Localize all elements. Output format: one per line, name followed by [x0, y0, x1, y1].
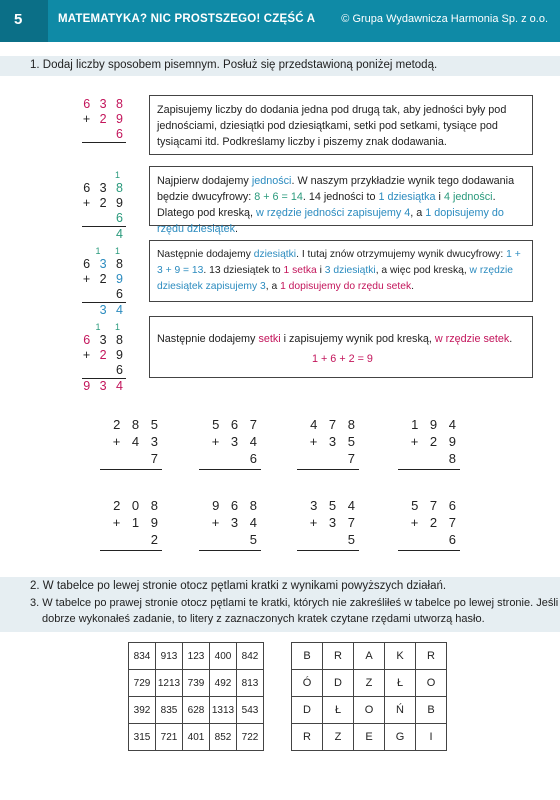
number-cell[interactable]: 739: [183, 670, 210, 697]
letters-row: [292, 670, 447, 697]
b2-equation: 8 + 6 = 14: [254, 191, 303, 203]
b3-highlight: 1 setka: [283, 265, 317, 276]
letter-cell[interactable]: D: [323, 670, 354, 697]
number-cell[interactable]: 315: [129, 724, 156, 751]
number-cell[interactable]: 813: [237, 670, 264, 697]
step3-addition: [82, 246, 126, 318]
b2-text: i: [435, 191, 444, 203]
letter-cell[interactable]: R: [323, 643, 354, 670]
b2-highlight-jednosci: jedności: [251, 175, 292, 187]
exercise-2-a: 5 6 7: [212, 417, 261, 432]
exercise-5-b: + 1 9 2: [112, 515, 162, 547]
exercise-3-line: [297, 469, 359, 470]
number-cell[interactable]: 401: [183, 724, 210, 751]
b3-text: Następnie dodajemy: [157, 249, 254, 260]
numbers-row: [129, 724, 264, 751]
exercise-2: [199, 416, 261, 470]
number-cell[interactable]: 835: [156, 697, 183, 724]
b4-highlight-setki: setki: [258, 333, 281, 345]
exercise-7: [297, 497, 359, 551]
exercise-1-a: 2 8 5: [113, 417, 162, 432]
exercise-2-line: [199, 469, 261, 470]
letter-cell[interactable]: Ó: [292, 670, 323, 697]
exercise-8-a: 5 7 6: [411, 498, 460, 513]
exercise-6: [199, 497, 261, 551]
b2-text: . 14 jedności to: [302, 191, 379, 203]
number-cell[interactable]: 913: [156, 643, 183, 670]
number-cell[interactable]: 400: [210, 643, 237, 670]
step4-number-a-row: 6 3 8: [83, 333, 126, 347]
page-header: [0, 0, 560, 42]
exercise-4-line: [398, 469, 460, 470]
exercise-7-b: + 3 7 5: [309, 515, 359, 547]
exercise-1: [100, 416, 162, 470]
exercise-8: [398, 497, 460, 551]
exercise-7-line: [297, 550, 359, 551]
exercise-5-a: 2 0 8: [113, 498, 162, 513]
number-cell[interactable]: 729: [129, 670, 156, 697]
exercise-2-b: + 3 4 6: [211, 434, 261, 466]
number-cell[interactable]: 722: [237, 724, 264, 751]
letter-cell[interactable]: K: [385, 643, 416, 670]
explanation-box-2: [149, 166, 533, 235]
step2-result: 4: [82, 226, 126, 242]
step1-sum-line: [82, 142, 126, 144]
letter-cell[interactable]: A: [354, 643, 385, 670]
task3-instruction-line1: 3. W tabelce po prawej stronie otocz pętlami te kratki, których nie zakreśliłeś w tabelce po lewej stronie. Jeśli: [30, 597, 559, 609]
b3-highlight: 1 dopisujemy do rzędu setek: [280, 281, 412, 292]
task1-band: [0, 56, 560, 76]
letter-cell[interactable]: I: [416, 724, 447, 751]
explanation-box-4: [149, 316, 533, 378]
b4-text: i zapisujemy wynik pod kreską,: [280, 333, 435, 345]
step3-number-b-row: + 2 9 6: [82, 272, 126, 301]
exercise-6-a: 9 6 8: [212, 498, 261, 513]
b4-highlight: w rzędzie setek: [434, 333, 510, 345]
step1-plus: +: [82, 112, 94, 126]
b3-text: . I tutaj znów otrzymujemy wynik dwucyfrowy:: [296, 249, 507, 260]
b3-equation: 1 + 3 + 9 = 13: [157, 249, 521, 276]
b3-text: i: [316, 265, 325, 276]
letter-cell[interactable]: R: [416, 643, 447, 670]
b3-highlight: w rzędzie dziesiątek zapisujemy 3: [157, 265, 514, 292]
exercise-8-b: + 2 7 6: [410, 515, 460, 547]
letter-cell[interactable]: Z: [323, 724, 354, 751]
exercise-1-b: + 4 3 7: [112, 434, 162, 466]
explanation-box-1: [149, 95, 533, 155]
page-number: 5: [14, 11, 23, 28]
numbers-table: [128, 642, 264, 751]
step4-carry: 1 1: [95, 322, 126, 332]
exercise-4-b: + 2 9 8: [410, 434, 460, 466]
letters-row: [292, 643, 447, 670]
exercise-4: [398, 416, 460, 470]
b2-highlight: 1 dopisujemy do rzędu dziesiątek: [157, 207, 504, 235]
b4-text: Następnie dodajemy: [157, 333, 259, 345]
letter-cell[interactable]: O: [416, 670, 447, 697]
b2-highlight: 4 jedności: [443, 191, 493, 203]
letters-row: [292, 697, 447, 724]
step2-addition: [82, 170, 126, 242]
step1-number-b-row: [82, 112, 126, 142]
exercise-6-b: + 3 4 5: [211, 515, 261, 547]
copyright: © Grupa Wydawnicza Harmonia Sp. z o.o.: [341, 13, 548, 25]
step4-result: 9 3 4: [83, 379, 126, 393]
b2-highlight: 1 dziesiątka: [378, 191, 436, 203]
number-cell[interactable]: 834: [129, 643, 156, 670]
letter-cell[interactable]: Ł: [323, 697, 354, 724]
exercise-7-a: 3 5 4: [310, 498, 359, 513]
task2-instruction: 2. W tabelce po lewej stronie otocz pętlami kratki z wynikami powyższych działań.: [30, 580, 447, 592]
step3-carry: 1 1: [95, 246, 126, 256]
step4-addition: [82, 322, 126, 394]
b3-text: .: [411, 281, 415, 292]
exercise-1-line: [100, 469, 162, 470]
b4-line1: [157, 331, 525, 347]
b2-text: , a: [410, 207, 426, 219]
b2-text: . W naszym przykładzie wynik tego dodawania będzie dwucyfrowy:: [157, 175, 515, 203]
book-title: MATEMATYKA? NIC PROSTSZEGO! CZĘŚĆ A: [58, 13, 316, 25]
exercise-3: [297, 416, 359, 470]
b3-highlight-dziesiatki: dziesiątki: [253, 249, 297, 260]
number-cell[interactable]: 123: [183, 643, 210, 670]
numbers-row: [129, 697, 264, 724]
number-cell[interactable]: 628: [183, 697, 210, 724]
letter-cell[interactable]: B: [292, 643, 323, 670]
step1-number-a: 6 3 8: [83, 97, 126, 111]
step1-number-b: 2 9 6: [99, 112, 126, 141]
step2-number-b-row: + 2 9 6: [82, 196, 126, 225]
letters-table: [291, 642, 447, 751]
number-cell[interactable]: 492: [210, 670, 237, 697]
exercise-4-a: 1 9 4: [411, 417, 460, 432]
b2-text: . Dlatego pod kreską,: [157, 191, 496, 219]
number-cell[interactable]: 1213: [156, 670, 183, 697]
exercise-6-line: [199, 550, 261, 551]
b2-text: Najpierw dodajemy: [157, 175, 252, 187]
number-cell[interactable]: 842: [237, 643, 264, 670]
letter-cell[interactable]: G: [385, 724, 416, 751]
step4-number-b-row: + 2 9 6: [82, 348, 126, 377]
b4-text: .: [509, 333, 513, 345]
letter-cell[interactable]: D: [292, 697, 323, 724]
page-number-box: [0, 0, 48, 42]
step2-number-a-row: 6 3 8: [83, 181, 126, 195]
numbers-row: [129, 670, 264, 697]
b3-highlight: 3 dziesiątki: [324, 265, 376, 276]
step2-carry: 1: [114, 170, 126, 180]
number-cell[interactable]: 543: [237, 697, 264, 724]
exercise-5-line: [100, 550, 162, 551]
explanation-1-text: Zapisujemy liczby do dodania jedna pod drugą tak, aby jedności były pod jednościami, dziesiątki pod dziesiątkami, setki pod setkami, tysiące pod tysiącami itd. Podkreślamy liczby i piszemy znak dodawania.: [157, 104, 507, 148]
b3-text: , a więc pod kreską,: [375, 265, 470, 276]
task3-instruction-line2: dobrze wykonałeś zadanie, to litery z zaznaczonych kratek czytane rzędami utworzą hasło.: [42, 613, 485, 625]
b2-highlight: w rzędzie jedności zapisujemy 4: [256, 207, 411, 219]
number-cell[interactable]: 392: [129, 697, 156, 724]
b3-text: , a: [265, 281, 281, 292]
exercise-5: [100, 497, 162, 551]
b2-text: .: [235, 223, 239, 235]
step1-addition: [82, 97, 126, 144]
letters-row: [292, 724, 447, 751]
exercise-8-line: [398, 550, 460, 551]
letter-cell[interactable]: Ł: [385, 670, 416, 697]
letter-cell[interactable]: R: [292, 724, 323, 751]
number-cell[interactable]: 1313: [210, 697, 237, 724]
letter-cell[interactable]: Z: [354, 670, 385, 697]
exercise-3-a: 4 7 8: [310, 417, 359, 432]
step3-number-a-row: 6 3 8: [83, 257, 126, 271]
letter-cell[interactable]: B: [416, 697, 447, 724]
numbers-row: [129, 643, 264, 670]
number-cell[interactable]: 721: [156, 724, 183, 751]
explanation-box-3: [149, 240, 533, 302]
task23-band: [0, 577, 560, 632]
number-cell[interactable]: 852: [210, 724, 237, 751]
task1-instruction: 1. Dodaj liczby sposobem pisemnym. Posłuż się przedstawioną poniżej metodą.: [30, 59, 438, 71]
letter-cell[interactable]: E: [354, 724, 385, 751]
b3-text: . 13 dziesiątek to: [203, 265, 284, 276]
step3-result: 3 4: [82, 302, 126, 318]
b4-equation: 1 + 6 + 2 = 9: [312, 353, 373, 365]
letter-cell[interactable]: O: [354, 697, 385, 724]
letter-cell[interactable]: Ń: [385, 697, 416, 724]
exercise-3-b: + 3 5 7: [309, 434, 359, 466]
